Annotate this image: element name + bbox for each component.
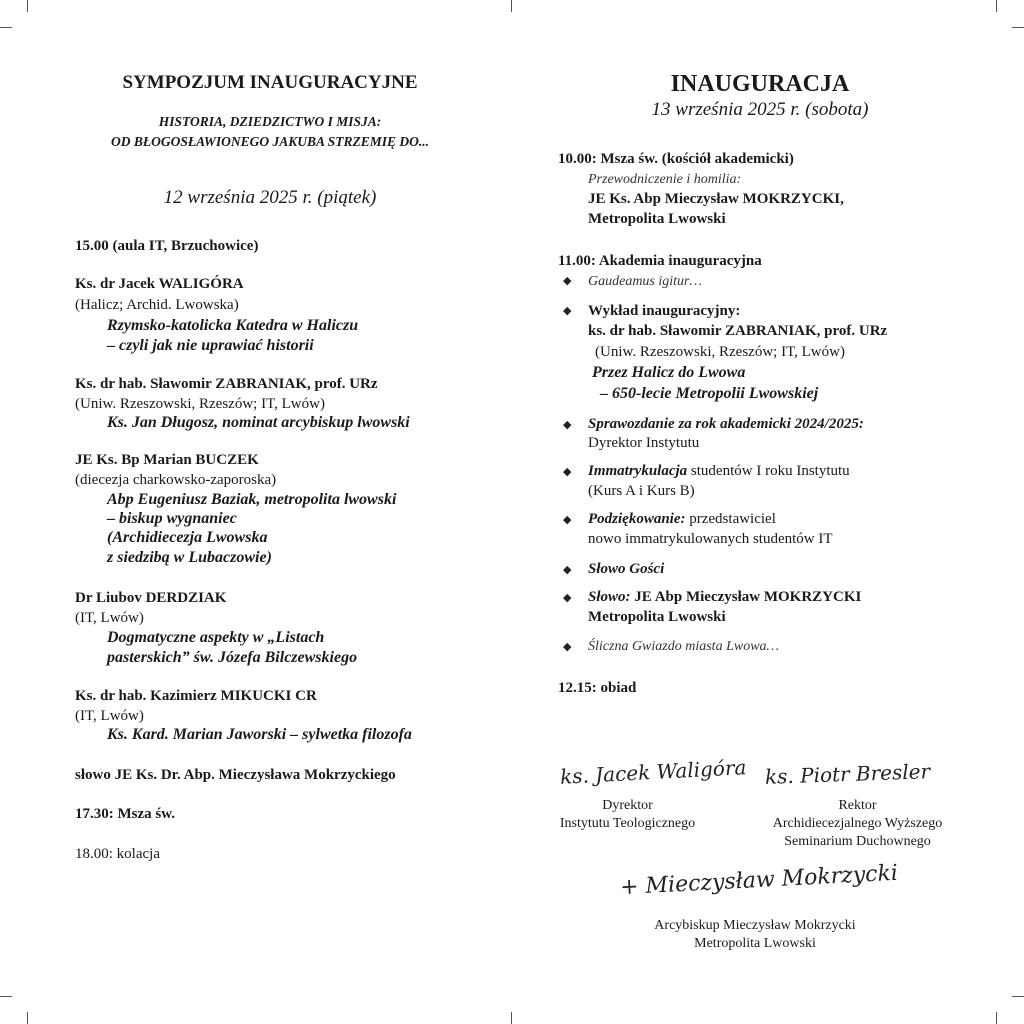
- supper-time: 18.00: kolacja: [75, 846, 160, 862]
- crop-mark: [0, 996, 12, 997]
- talk-title: Dogmatyczne aspekty w „Listach: [107, 629, 325, 646]
- crop-mark: [996, 0, 997, 12]
- closing-word: słowo JE Ks. Dr. Abp. Mieczysława Mokrzyckiego: [75, 767, 396, 783]
- talk-title: Abp Eugeniusz Baziak, metropolita lwowski: [107, 491, 397, 508]
- speaker-name: JE Ks. Bp Marian BUCZEK: [75, 452, 259, 468]
- lecture-title: Przez Halicz do Lwowa: [592, 364, 746, 381]
- speaker-affiliation: (Uniw. Rzeszowski, Rzeszów; IT, Lwów): [75, 396, 325, 412]
- crop-mark: [27, 0, 28, 12]
- speaker-name: Dr Liubov DERDZIAK: [75, 590, 227, 606]
- speaker-affiliation: (IT, Lwów): [75, 610, 144, 626]
- presider-name: JE Ks. Abp Mieczysław MOKRZYCKI,: [588, 191, 844, 207]
- speaker-affiliation: (Halicz; Archid. Lwowska): [75, 297, 239, 313]
- right-title: INAUGURACJA: [670, 71, 850, 97]
- bullet-diamond-icon: ◆: [563, 641, 572, 653]
- immatriculation-text: studentów I roku Instytutu: [687, 463, 850, 479]
- signer-name: Arcybiskup Mieczysław Mokrzycki: [654, 918, 856, 933]
- speaker-name: Ks. dr Jacek WALIGÓRA: [75, 276, 244, 292]
- left-start-time: 15.00 (aula IT, Brzuchowice): [75, 238, 259, 254]
- talk-title: – czyli jak nie uprawiać historii: [107, 337, 314, 354]
- speaker-name: Ks. dr hab. Sławomir ZABRANIAK, prof. URz: [75, 376, 378, 392]
- right-date: 13 września 2025 r. (sobota): [651, 99, 869, 120]
- bullet-diamond-icon: ◆: [563, 592, 572, 604]
- lunch-time: 12.15: obiad: [558, 680, 637, 696]
- bullet-diamond-icon: ◆: [563, 305, 572, 317]
- crop-mark: [0, 27, 12, 28]
- signature-director: ks. Jacek Waligóra: [559, 755, 747, 789]
- program-item: Gaudeamus igitur…: [588, 274, 702, 289]
- lecture-affiliation: (Uniw. Rzeszowski, Rzeszów; IT, Lwów): [595, 344, 845, 360]
- fold-mark: [511, 1012, 512, 1024]
- immatriculation-line: [588, 462, 850, 481]
- bullet-diamond-icon: ◆: [563, 466, 572, 478]
- talk-title: Ks. Kard. Marian Jaworski – sylwetka filozofa: [107, 726, 412, 743]
- speaker-affiliation: (IT, Lwów): [75, 708, 144, 724]
- signer-role: Rektor: [838, 798, 877, 813]
- presider-title: Metropolita Lwowski: [588, 211, 726, 227]
- bullet-diamond-icon: ◆: [563, 419, 572, 431]
- mass-time: 10.00: Msza św. (kościół akademicki): [558, 151, 794, 167]
- left-subtitle-1: HISTORIA, DZIEDZICTWO I MISJA:: [158, 114, 382, 129]
- speaker-name: Ks. dr hab. Kazimierz MIKUCKI CR: [75, 688, 317, 704]
- archbishop-word-line: [588, 588, 861, 607]
- thanks-label: Podziękowanie:: [588, 511, 686, 527]
- crop-mark: [1012, 996, 1024, 997]
- report-by: Dyrektor Instytutu: [588, 435, 700, 451]
- signer-institution: Instytutu Teologicznego: [559, 816, 696, 831]
- word-label: Słowo:: [588, 589, 631, 605]
- academy-time: 11.00: Akademia inauguracyjna: [558, 253, 762, 269]
- word-title: Metropolita Lwowski: [588, 609, 726, 625]
- signature-rector: ks. Piotr Bresler: [764, 759, 931, 789]
- crop-mark: [1012, 27, 1024, 28]
- left-date: 12 września 2025 r. (piątek): [163, 187, 377, 208]
- talk-title: – biskup wygnaniec: [107, 510, 237, 527]
- talk-title: Ks. Jan Długosz, nominat arcybiskup lwowski: [107, 414, 410, 431]
- speaker-affiliation: (diecezja charkowsko-zaporoska): [75, 472, 277, 488]
- left-subtitle-2: OD BŁOGOSŁAWIONEGO JAKUBA STRZEMIĘ DO...: [111, 134, 429, 149]
- talk-title: pasterskich” św. Józefa Bilczewskiego: [107, 649, 358, 666]
- presider-label: Przewodniczenie i homilia:: [588, 172, 742, 187]
- crop-mark: [27, 1012, 28, 1024]
- bullet-diamond-icon: ◆: [563, 275, 572, 287]
- bullet-diamond-icon: ◆: [563, 564, 572, 576]
- lecture-speaker: ks. dr hab. Sławomir ZABRANIAK, prof. URz: [588, 323, 888, 339]
- guests-word: Słowo Gości: [588, 561, 665, 577]
- talk-title: z siedzibą w Lubaczowie): [107, 549, 272, 566]
- crop-mark: [996, 1012, 997, 1024]
- thanks-text: przedstawiciel: [685, 511, 776, 527]
- song-item: Śliczna Gwiazdo miasta Lwowa…: [588, 639, 779, 654]
- left-title: SYMPOZJUM INAUGURACYJNE: [122, 72, 418, 93]
- signer-institution: Archidiecezjalnego Wyższego: [772, 816, 943, 831]
- thanks-detail: nowo immatrykulowanych studentów IT: [588, 531, 833, 547]
- word-text: JE Abp Mieczysław MOKRZYCKI: [630, 589, 862, 605]
- thanks-line: [588, 510, 776, 529]
- talk-title: Rzymsko-katolicka Katedra w Haliczu: [107, 317, 359, 334]
- signer-title: Metropolita Lwowski: [694, 936, 816, 951]
- bullet-diamond-icon: ◆: [563, 514, 572, 526]
- immatriculation-label: Immatrykulacja: [588, 463, 688, 479]
- signer-role: Dyrektor: [602, 798, 653, 813]
- report-label: Sprawozdanie za rok akademicki 2024/2025:: [588, 416, 864, 432]
- signer-institution: Seminarium Duchownego: [784, 834, 931, 849]
- lecture-title: – 650-lecie Metropolii Lwowskiej: [600, 385, 819, 402]
- signature-archbishop: + Mieczysław Mokrzycki: [619, 860, 899, 901]
- talk-title: (Archidiecezja Lwowska: [107, 529, 268, 546]
- immatriculation-detail: (Kurs A i Kurs B): [588, 483, 695, 499]
- fold-mark: [511, 0, 512, 12]
- lecture-label: Wykład inauguracyjny:: [588, 303, 741, 319]
- mass-time: 17.30: Msza św.: [75, 806, 175, 822]
